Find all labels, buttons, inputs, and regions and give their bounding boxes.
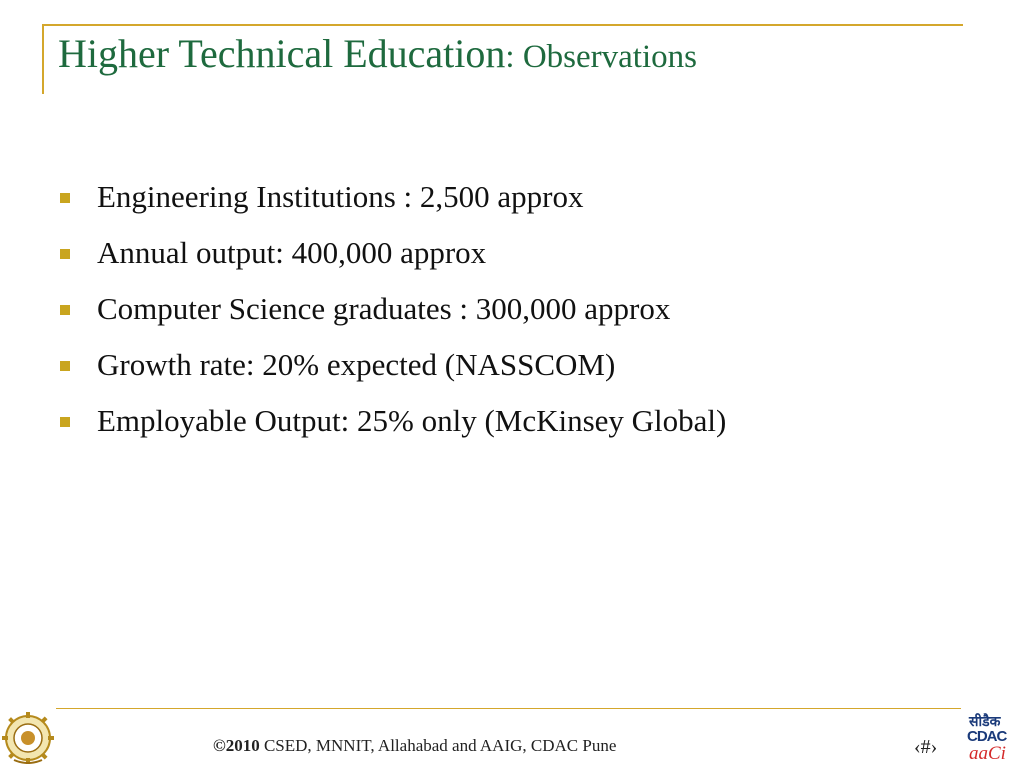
bullet-item — [60, 396, 726, 452]
bullet-item — [60, 284, 726, 340]
page-number: ‹#› — [914, 736, 938, 758]
cdac-logo — [965, 712, 1021, 767]
bullet-text: Computer Science graduates : 300,000 approx — [97, 291, 671, 326]
top-border-line — [42, 24, 963, 26]
bullet-text: Employable Output: 25% only (McKinsey Global) — [97, 403, 727, 438]
left-border-line — [42, 24, 44, 94]
cdac-latin-text: CDAC — [967, 728, 1007, 745]
footer-divider — [56, 708, 961, 709]
bullet-item — [60, 228, 726, 284]
square-bullet-icon — [60, 417, 70, 427]
bullet-item — [60, 172, 726, 228]
bullet-item — [60, 340, 726, 396]
aaci-text: aaCi — [969, 743, 1006, 764]
bullet-text: Annual output: 400,000 approx — [97, 235, 487, 270]
footer-credit — [213, 736, 616, 756]
bullet-text: Growth rate: 20% expected (NASSCOM) — [97, 347, 616, 382]
square-bullet-icon — [60, 193, 70, 203]
square-bullet-icon — [60, 249, 70, 259]
title-sub: : Observations — [505, 39, 697, 75]
square-bullet-icon — [60, 361, 70, 371]
slide-title — [58, 30, 697, 78]
bullet-text: Engineering Institutions : 2,500 approx — [97, 179, 584, 214]
square-bullet-icon — [60, 305, 70, 315]
cdac-hindi-text: सीडैक — [969, 713, 1001, 729]
copyright-year: ©2010 — [213, 736, 260, 755]
footer-credit-text: CSED, MNNIT, Allahabad and AAIG, CDAC Pune — [259, 736, 617, 755]
mnnit-emblem-logo — [0, 706, 56, 767]
bullet-list — [60, 172, 726, 452]
title-main: Higher Technical Education — [58, 31, 506, 76]
